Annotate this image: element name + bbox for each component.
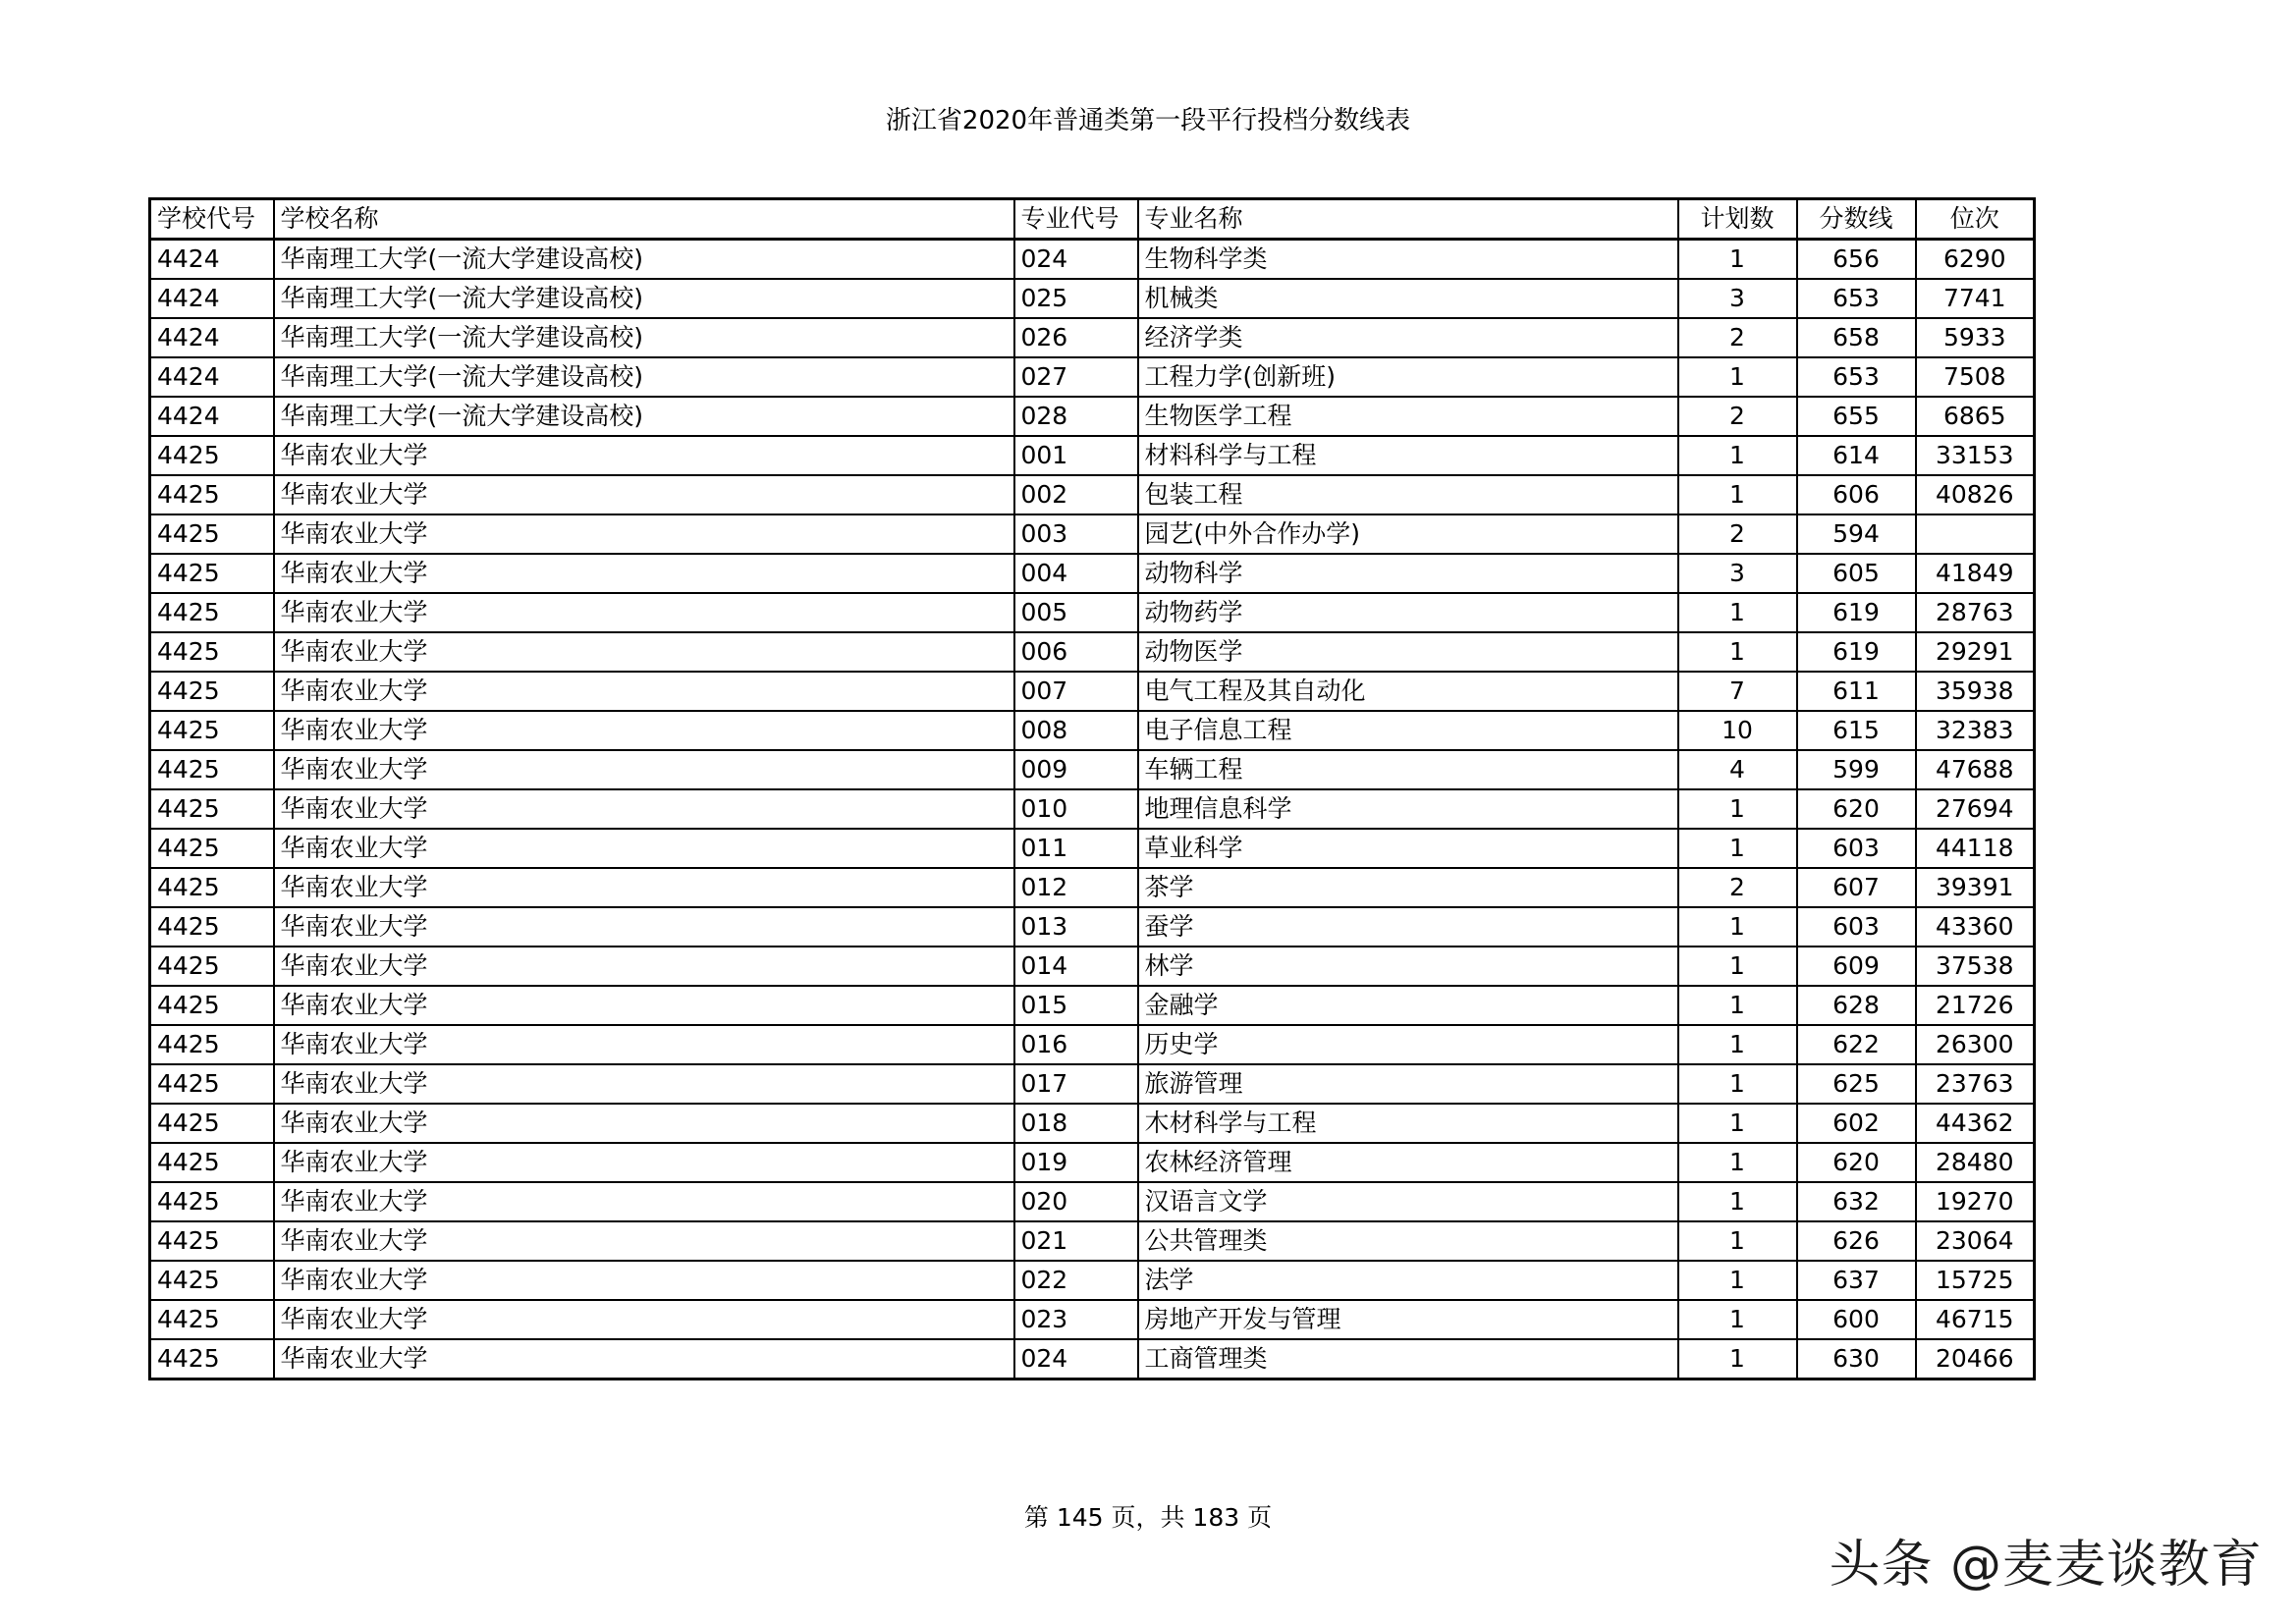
- table-body: [150, 240, 2035, 1380]
- school-code-cell: 4425: [150, 711, 274, 750]
- plan-count-cell: 1: [1678, 829, 1797, 868]
- rank-cell: 6290: [1916, 240, 2035, 280]
- table-row: [150, 514, 2035, 554]
- major-code-cell: 024: [1014, 240, 1138, 280]
- major-code-cell: 021: [1014, 1221, 1138, 1261]
- table-row: [150, 436, 2035, 475]
- table-row: [150, 397, 2035, 436]
- rank-cell: 44118: [1916, 829, 2035, 868]
- table-row: [150, 357, 2035, 397]
- score-line-cell: 599: [1797, 750, 1916, 789]
- rank-cell: [1916, 514, 2035, 554]
- major-name-cell: 林学: [1138, 947, 1678, 986]
- major-code-cell: 004: [1014, 554, 1138, 593]
- school-name-cell: 华南农业大学: [274, 750, 1014, 789]
- header-school-name: 学校名称: [274, 199, 1014, 240]
- table-row: [150, 632, 2035, 672]
- school-code-cell: 4424: [150, 240, 274, 280]
- table-row: [150, 1221, 2035, 1261]
- major-code-cell: 017: [1014, 1064, 1138, 1104]
- header-major-name: 专业名称: [1138, 199, 1678, 240]
- major-name-cell: 生物医学工程: [1138, 397, 1678, 436]
- rank-cell: 20466: [1916, 1339, 2035, 1380]
- major-name-cell: 旅游管理: [1138, 1064, 1678, 1104]
- major-code-cell: 026: [1014, 318, 1138, 357]
- major-code-cell: 009: [1014, 750, 1138, 789]
- major-code-cell: 028: [1014, 397, 1138, 436]
- score-line-cell: 602: [1797, 1104, 1916, 1143]
- school-code-cell: 4424: [150, 279, 274, 318]
- table-row: [150, 672, 2035, 711]
- school-code-cell: 4425: [150, 789, 274, 829]
- table-row: [150, 1261, 2035, 1300]
- rank-cell: 23064: [1916, 1221, 2035, 1261]
- plan-count-cell: 1: [1678, 907, 1797, 947]
- plan-count-cell: 1: [1678, 475, 1797, 514]
- score-line-cell: 603: [1797, 829, 1916, 868]
- header-score-line: 分数线: [1797, 199, 1916, 240]
- score-line-cell: 615: [1797, 711, 1916, 750]
- table-row: [150, 240, 2035, 280]
- score-line-cell: 656: [1797, 240, 1916, 280]
- plan-count-cell: 1: [1678, 947, 1797, 986]
- table-row: [150, 593, 2035, 632]
- rank-cell: 28763: [1916, 593, 2035, 632]
- school-name-cell: 华南农业大学: [274, 1261, 1014, 1300]
- table-row: [150, 279, 2035, 318]
- plan-count-cell: 1: [1678, 1221, 1797, 1261]
- major-code-cell: 023: [1014, 1300, 1138, 1339]
- school-name-cell: 华南农业大学: [274, 593, 1014, 632]
- major-code-cell: 002: [1014, 475, 1138, 514]
- rank-cell: 35938: [1916, 672, 2035, 711]
- score-line-cell: 626: [1797, 1221, 1916, 1261]
- rank-cell: 47688: [1916, 750, 2035, 789]
- major-name-cell: 地理信息科学: [1138, 789, 1678, 829]
- score-line-cell: 632: [1797, 1182, 1916, 1221]
- header-rank: 位次: [1916, 199, 2035, 240]
- school-name-cell: 华南理工大学(一流大学建设高校): [274, 318, 1014, 357]
- major-name-cell: 经济学类: [1138, 318, 1678, 357]
- school-code-cell: 4425: [150, 1064, 274, 1104]
- header-major-code: 专业代号: [1014, 199, 1138, 240]
- plan-count-cell: 2: [1678, 514, 1797, 554]
- major-code-cell: 005: [1014, 593, 1138, 632]
- plan-count-cell: 1: [1678, 436, 1797, 475]
- major-name-cell: 汉语言文学: [1138, 1182, 1678, 1221]
- header-plan-count: 计划数: [1678, 199, 1797, 240]
- major-code-cell: 020: [1014, 1182, 1138, 1221]
- plan-count-cell: 10: [1678, 711, 1797, 750]
- major-code-cell: 011: [1014, 829, 1138, 868]
- major-name-cell: 茶学: [1138, 868, 1678, 907]
- school-code-cell: 4425: [150, 907, 274, 947]
- school-name-cell: 华南农业大学: [274, 711, 1014, 750]
- school-code-cell: 4425: [150, 829, 274, 868]
- rank-cell: 26300: [1916, 1025, 2035, 1064]
- header-row: [150, 199, 2035, 240]
- table-row: [150, 1064, 2035, 1104]
- major-name-cell: 工商管理类: [1138, 1339, 1678, 1380]
- school-code-cell: 4424: [150, 397, 274, 436]
- school-name-cell: 华南农业大学: [274, 554, 1014, 593]
- school-name-cell: 华南农业大学: [274, 829, 1014, 868]
- major-code-cell: 025: [1014, 279, 1138, 318]
- major-name-cell: 历史学: [1138, 1025, 1678, 1064]
- school-name-cell: 华南理工大学(一流大学建设高校): [274, 397, 1014, 436]
- rank-cell: 27694: [1916, 789, 2035, 829]
- table-row: [150, 1104, 2035, 1143]
- score-line-cell: 600: [1797, 1300, 1916, 1339]
- major-code-cell: 001: [1014, 436, 1138, 475]
- plan-count-cell: 1: [1678, 1339, 1797, 1380]
- school-code-cell: 4424: [150, 318, 274, 357]
- school-code-cell: 4425: [150, 1300, 274, 1339]
- plan-count-cell: 1: [1678, 593, 1797, 632]
- plan-count-cell: 1: [1678, 357, 1797, 397]
- table-row: [150, 475, 2035, 514]
- score-line-cell: 594: [1797, 514, 1916, 554]
- rank-cell: 44362: [1916, 1104, 2035, 1143]
- header-school-code: 学校代号: [150, 199, 274, 240]
- score-line-cell: 619: [1797, 593, 1916, 632]
- score-line-cell: 628: [1797, 986, 1916, 1025]
- major-code-cell: 012: [1014, 868, 1138, 907]
- school-code-cell: 4425: [150, 1104, 274, 1143]
- plan-count-cell: 1: [1678, 240, 1797, 280]
- score-line-cell: 603: [1797, 907, 1916, 947]
- school-code-cell: 4425: [150, 475, 274, 514]
- table-row: [150, 789, 2035, 829]
- score-line-cell: 620: [1797, 789, 1916, 829]
- rank-cell: 33153: [1916, 436, 2035, 475]
- school-name-cell: 华南农业大学: [274, 1182, 1014, 1221]
- school-code-cell: 4425: [150, 1261, 274, 1300]
- table-row: [150, 1143, 2035, 1182]
- rank-cell: 29291: [1916, 632, 2035, 672]
- major-name-cell: 蚕学: [1138, 907, 1678, 947]
- page-title: 浙江省2020年普通类第一段平行投档分数线表: [885, 106, 1411, 135]
- major-code-cell: 014: [1014, 947, 1138, 986]
- table-row: [150, 554, 2035, 593]
- major-name-cell: 电子信息工程: [1138, 711, 1678, 750]
- table-row: [150, 907, 2035, 947]
- rank-cell: 21726: [1916, 986, 2035, 1025]
- school-name-cell: 华南理工大学(一流大学建设高校): [274, 357, 1014, 397]
- plan-count-cell: 2: [1678, 868, 1797, 907]
- table-row: [150, 318, 2035, 357]
- school-name-cell: 华南农业大学: [274, 514, 1014, 554]
- table-row: [150, 868, 2035, 907]
- plan-count-cell: 1: [1678, 1143, 1797, 1182]
- major-code-cell: 019: [1014, 1143, 1138, 1182]
- major-name-cell: 农林经济管理: [1138, 1143, 1678, 1182]
- plan-count-cell: 3: [1678, 279, 1797, 318]
- school-name-cell: 华南农业大学: [274, 986, 1014, 1025]
- plan-count-cell: 1: [1678, 1064, 1797, 1104]
- rank-cell: 23763: [1916, 1064, 2035, 1104]
- school-name-cell: 华南农业大学: [274, 632, 1014, 672]
- major-code-cell: 013: [1014, 907, 1138, 947]
- school-name-cell: 华南农业大学: [274, 1221, 1014, 1261]
- major-code-cell: 003: [1014, 514, 1138, 554]
- plan-count-cell: 1: [1678, 1025, 1797, 1064]
- major-name-cell: 电气工程及其自动化: [1138, 672, 1678, 711]
- score-line-cell: 653: [1797, 279, 1916, 318]
- school-name-cell: 华南农业大学: [274, 1300, 1014, 1339]
- school-name-cell: 华南农业大学: [274, 868, 1014, 907]
- score-line-cell: 653: [1797, 357, 1916, 397]
- school-name-cell: 华南农业大学: [274, 1104, 1014, 1143]
- school-name-cell: 华南理工大学(一流大学建设高校): [274, 279, 1014, 318]
- school-name-cell: 华南农业大学: [274, 1064, 1014, 1104]
- score-line-cell: 619: [1797, 632, 1916, 672]
- major-code-cell: 010: [1014, 789, 1138, 829]
- table-row: [150, 750, 2035, 789]
- plan-count-cell: 7: [1678, 672, 1797, 711]
- score-line-cell: 637: [1797, 1261, 1916, 1300]
- rank-cell: 19270: [1916, 1182, 2035, 1221]
- school-code-cell: 4425: [150, 436, 274, 475]
- school-code-cell: 4425: [150, 868, 274, 907]
- score-line-cell: 614: [1797, 436, 1916, 475]
- rank-cell: 32383: [1916, 711, 2035, 750]
- major-name-cell: 包装工程: [1138, 475, 1678, 514]
- plan-count-cell: 4: [1678, 750, 1797, 789]
- school-name-cell: 华南农业大学: [274, 789, 1014, 829]
- rank-cell: 40826: [1916, 475, 2035, 514]
- score-line-cell: 606: [1797, 475, 1916, 514]
- school-code-cell: 4425: [150, 554, 274, 593]
- school-name-cell: 华南农业大学: [274, 672, 1014, 711]
- page-number: 第 145 页，共 183 页: [1023, 1503, 1273, 1532]
- table-header: [150, 199, 2035, 240]
- school-code-cell: 4425: [150, 1182, 274, 1221]
- admission-score-table: [148, 197, 2036, 1380]
- major-code-cell: 027: [1014, 357, 1138, 397]
- school-name-cell: 华南农业大学: [274, 947, 1014, 986]
- plan-count-cell: 1: [1678, 1300, 1797, 1339]
- plan-count-cell: 1: [1678, 1104, 1797, 1143]
- school-code-cell: 4424: [150, 357, 274, 397]
- score-line-cell: 620: [1797, 1143, 1916, 1182]
- rank-cell: 7741: [1916, 279, 2035, 318]
- major-name-cell: 园艺(中外合作办学): [1138, 514, 1678, 554]
- table-row: [150, 711, 2035, 750]
- rank-cell: 5933: [1916, 318, 2035, 357]
- score-line-cell: 611: [1797, 672, 1916, 711]
- rank-cell: 46715: [1916, 1300, 2035, 1339]
- major-code-cell: 018: [1014, 1104, 1138, 1143]
- major-name-cell: 草业科学: [1138, 829, 1678, 868]
- plan-count-cell: 1: [1678, 1182, 1797, 1221]
- rank-cell: 6865: [1916, 397, 2035, 436]
- major-name-cell: 材料科学与工程: [1138, 436, 1678, 475]
- score-line-cell: 655: [1797, 397, 1916, 436]
- score-line-cell: 622: [1797, 1025, 1916, 1064]
- rank-cell: 43360: [1916, 907, 2035, 947]
- major-code-cell: 022: [1014, 1261, 1138, 1300]
- major-name-cell: 公共管理类: [1138, 1221, 1678, 1261]
- rank-cell: 28480: [1916, 1143, 2035, 1182]
- school-name-cell: 华南农业大学: [274, 1025, 1014, 1064]
- table-row: [150, 829, 2035, 868]
- school-code-cell: 4425: [150, 986, 274, 1025]
- major-code-cell: 007: [1014, 672, 1138, 711]
- rank-cell: 15725: [1916, 1261, 2035, 1300]
- table-row: [150, 1339, 2035, 1380]
- major-name-cell: 金融学: [1138, 986, 1678, 1025]
- school-code-cell: 4425: [150, 750, 274, 789]
- school-code-cell: 4425: [150, 947, 274, 986]
- school-code-cell: 4425: [150, 1221, 274, 1261]
- major-code-cell: 006: [1014, 632, 1138, 672]
- major-name-cell: 法学: [1138, 1261, 1678, 1300]
- table-row: [150, 986, 2035, 1025]
- plan-count-cell: 3: [1678, 554, 1797, 593]
- major-name-cell: 工程力学(创新班): [1138, 357, 1678, 397]
- school-name-cell: 华南农业大学: [274, 907, 1014, 947]
- rank-cell: 37538: [1916, 947, 2035, 986]
- score-line-cell: 658: [1797, 318, 1916, 357]
- plan-count-cell: 1: [1678, 632, 1797, 672]
- major-code-cell: 016: [1014, 1025, 1138, 1064]
- school-name-cell: 华南农业大学: [274, 1143, 1014, 1182]
- table-row: [150, 1182, 2035, 1221]
- school-name-cell: 华南理工大学(一流大学建设高校): [274, 240, 1014, 280]
- table-row: [150, 1025, 2035, 1064]
- score-line-cell: 607: [1797, 868, 1916, 907]
- major-name-cell: 动物科学: [1138, 554, 1678, 593]
- school-code-cell: 4425: [150, 672, 274, 711]
- plan-count-cell: 2: [1678, 397, 1797, 436]
- school-code-cell: 4425: [150, 593, 274, 632]
- school-name-cell: 华南农业大学: [274, 475, 1014, 514]
- major-name-cell: 房地产开发与管理: [1138, 1300, 1678, 1339]
- major-code-cell: 015: [1014, 986, 1138, 1025]
- major-code-cell: 024: [1014, 1339, 1138, 1380]
- school-code-cell: 4425: [150, 632, 274, 672]
- school-code-cell: 4425: [150, 1025, 274, 1064]
- table-row: [150, 1300, 2035, 1339]
- major-name-cell: 机械类: [1138, 279, 1678, 318]
- school-code-cell: 4425: [150, 514, 274, 554]
- major-name-cell: 动物医学: [1138, 632, 1678, 672]
- rank-cell: 39391: [1916, 868, 2035, 907]
- major-code-cell: 008: [1014, 711, 1138, 750]
- watermark: 头条 @麦麦谈教育: [1829, 1536, 2263, 1595]
- school-name-cell: 华南农业大学: [274, 1339, 1014, 1380]
- score-line-cell: 605: [1797, 554, 1916, 593]
- major-name-cell: 木材科学与工程: [1138, 1104, 1678, 1143]
- score-line-cell: 609: [1797, 947, 1916, 986]
- score-line-cell: 630: [1797, 1339, 1916, 1380]
- school-code-cell: 4425: [150, 1339, 274, 1380]
- school-name-cell: 华南农业大学: [274, 436, 1014, 475]
- major-name-cell: 生物科学类: [1138, 240, 1678, 280]
- score-line-cell: 625: [1797, 1064, 1916, 1104]
- plan-count-cell: 1: [1678, 1261, 1797, 1300]
- rank-cell: 41849: [1916, 554, 2035, 593]
- rank-cell: 7508: [1916, 357, 2035, 397]
- school-code-cell: 4425: [150, 1143, 274, 1182]
- major-name-cell: 动物药学: [1138, 593, 1678, 632]
- major-name-cell: 车辆工程: [1138, 750, 1678, 789]
- plan-count-cell: 1: [1678, 789, 1797, 829]
- table-row: [150, 947, 2035, 986]
- plan-count-cell: 2: [1678, 318, 1797, 357]
- plan-count-cell: 1: [1678, 986, 1797, 1025]
